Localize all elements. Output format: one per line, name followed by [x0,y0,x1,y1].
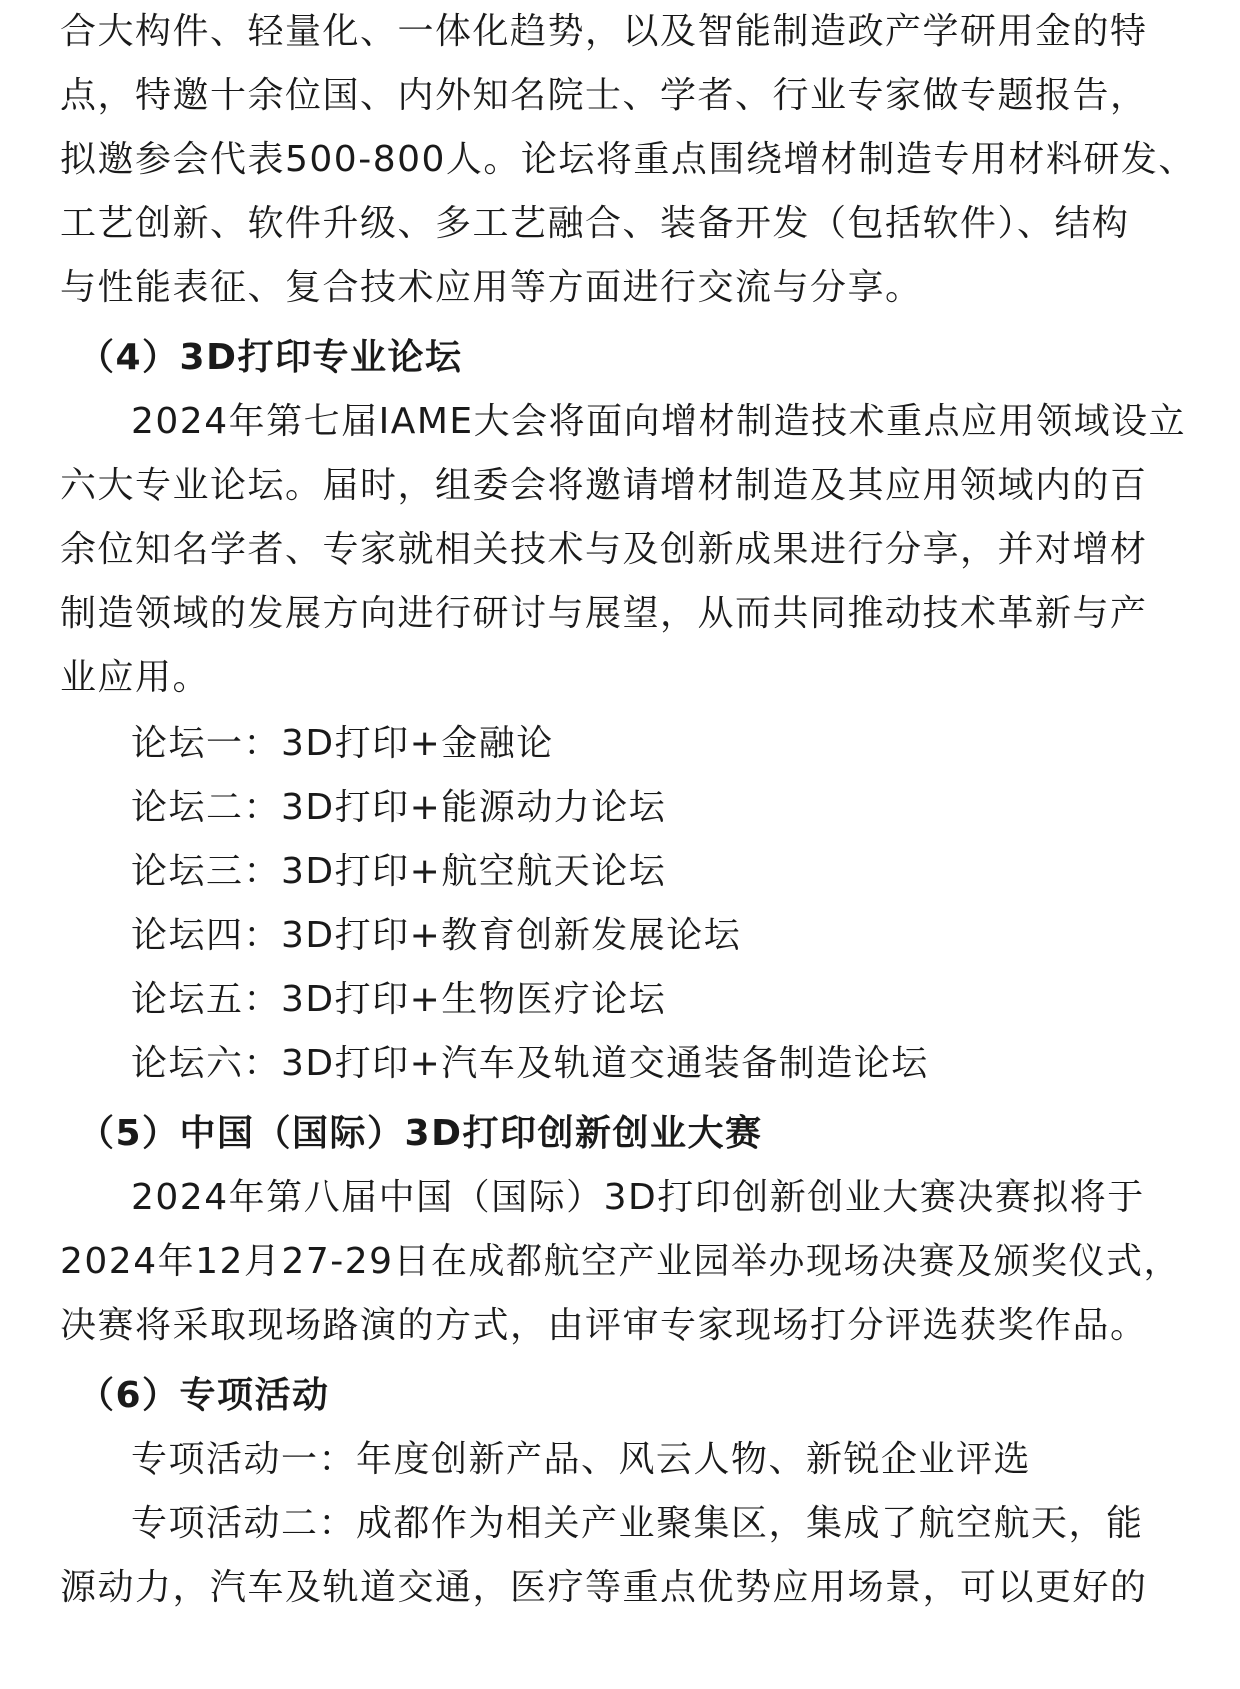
body-text-line: 余位知名学者、专家就相关技术与及创新成果进行分享，并对增材 [60,529,1148,570]
body-text-line: 决赛将采取现场路演的方式，由评审专家现场打分评选获奖作品。 [60,1305,1148,1346]
section-heading-6: （6）专项活动 [78,1375,330,1416]
section-heading-4: （4）3D打印专业论坛 [78,337,463,378]
body-text-line: 合大构件、轻量化、一体化趋势，以及智能制造政产学研用金的特 [60,11,1148,52]
body-text-line: 2024年第八届中国（国际）3D打印创新创业大赛决赛拟将于 [131,1177,1145,1218]
body-text-line: 源动力，汽车及轨道交通，医疗等重点优势应用场景，可以更好的 [60,1567,1148,1608]
body-text-line: 点，特邀十余位国、内外知名院士、学者、行业专家做专题报告， [60,75,1148,116]
body-text-line: 制造领域的发展方向进行研讨与展望，从而共同推动技术革新与产 [60,593,1148,634]
forum-item: 论坛六：3D打印+汽车及轨道交通装备制造论坛 [131,1043,929,1084]
body-text-line: 拟邀参会代表500-800人。论坛将重点围绕增材制造专用材料研发、 [60,139,1196,180]
forum-item: 论坛二：3D打印+能源动力论坛 [131,787,667,828]
forum-item: 论坛一：3D打印+金融论 [131,723,554,764]
body-text-line: 2024年12月27-29日在成都航空产业园举办现场决赛及颁奖仪式， [60,1241,1182,1282]
body-text-line: 六大专业论坛。届时，组委会将邀请增材制造及其应用领域内的百 [60,465,1148,506]
forum-item: 论坛三：3D打印+航空航天论坛 [131,851,667,892]
body-text-line: 2024年第七届IAME大会将面向增材制造技术重点应用领域设立 [131,401,1187,442]
forum-item: 论坛五：3D打印+生物医疗论坛 [131,979,667,1020]
forum-item: 论坛四：3D打印+教育创新发展论坛 [131,915,742,956]
activity-item: 专项活动二：成都作为相关产业聚集区，集成了航空航天，能 [131,1503,1144,1544]
body-text-line: 业应用。 [60,657,211,698]
section-heading-5: （5）中国（国际）3D打印创新创业大赛 [78,1113,763,1154]
activity-item: 专项活动一：年度创新产品、风云人物、新锐企业评选 [131,1439,1032,1480]
body-text-line: 工艺创新、软件升级、多工艺融合、装备开发（包括软件）、结构 [60,203,1130,244]
body-text-line: 与性能表征、复合技术应用等方面进行交流与分享。 [60,267,923,308]
